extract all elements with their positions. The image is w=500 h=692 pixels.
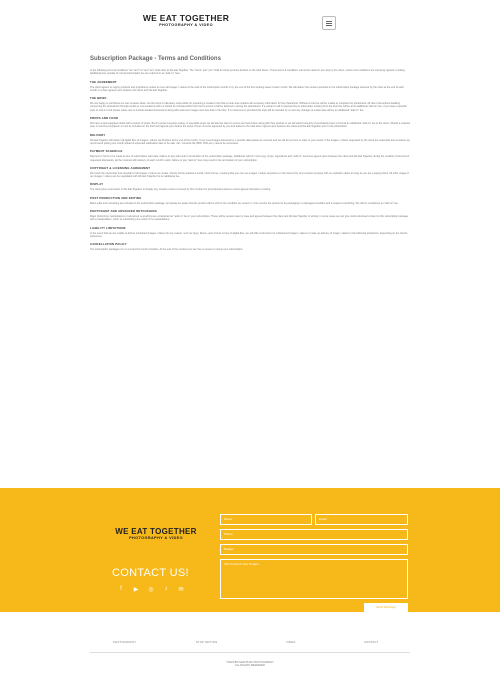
copyright-line-2: ALL RIGHTS RESERVED <box>235 664 265 668</box>
email-field[interactable]: Email <box>315 514 408 525</box>
section-heading: DISPLAY <box>90 182 104 187</box>
copyright-line-1: ©2023 BUTLER RUSC PHOTOGRAPHY <box>226 661 274 664</box>
section-text: In the following terms & conditions "we" and "us" and "our" shall refer to We Eat Together. The "client" and "you" shall be those persons defined on the brief above. These terms & conditions cannot be varied in any way by the client, unless such variations are expressly agreed in writing. Additional fees outside of normal subscription fee are referred to as "add on" fees. <box>90 69 406 76</box>
footer-logo[interactable] <box>112 527 200 541</box>
section-heading: PHOTOSHOP AND ADVANCED RETOUCHING <box>90 209 157 214</box>
message-field[interactable]: Tell Us About Your Project... <box>220 559 408 599</box>
terms-content <box>90 56 410 255</box>
section-heading: THE AGREEMENT <box>90 79 117 84</box>
footer-nav-stop-motion[interactable]: STOP MOTION <box>196 641 218 644</box>
terms-sections <box>90 69 410 252</box>
youtube-icon[interactable]: ▶ <box>133 587 139 593</box>
section-text: The client agrees to supply products and props/items suited to cover all images / videos at the start of the subscription month or by the end of the first working week of each month. We will deliver the content specified in the subscription package selected by the client at the end of each month or a date agreed upon between the client and We Eat Together. <box>90 85 405 92</box>
facebook-icon[interactable]: f <box>120 586 122 592</box>
footer-divider <box>90 652 410 653</box>
section-heading: DELIVERY <box>90 132 106 137</box>
section-heading: PROPS AND FOOD <box>90 116 119 121</box>
social-links <box>118 586 184 593</box>
send-message-button[interactable]: Send Message <box>364 603 408 612</box>
section-text: We have a well equipped studio with a variety of props. But if a project requires variety or specialist props we will ask the client to source and send them along with their product or we will submit receipts of purchased props or food at an additional "add on" fee to the client. Should a required prop or food be purchased, it must be included on the brief and agreed upon before the shoot. Prices must be approved by you and added to the total when signed upon between the client and We Eat Together prior to the photoshoot. <box>90 122 410 129</box>
tiktok-icon[interactable]: ♪ <box>164 586 168 592</box>
hamburger-menu-icon[interactable] <box>322 16 336 30</box>
section-heading: THE BRIEF <box>90 96 107 101</box>
logo-sub-text: PHOTOGRAPHY & VIDEO <box>159 23 213 27</box>
logo-main-text: WE EAT TOGETHER <box>142 13 230 23</box>
footer-logo-main-text: WE EAT TOGETHER <box>115 527 197 536</box>
section-text: Major photoshop manipulations or advanced re-touching are considered an "add on" fee in your subscription. These will be quoted case by case and agreed between the client and We Eat Together in writing. In some cases we can give multi-colourised content to this subscription package with a manipulation. (such as substituting one colour for a manipulation) <box>90 215 409 222</box>
section-text: We retain the ownership and copyright of all images / videos we create. Clients will be granted a social / web license, meaning that you can use images / videos anywhere on the internet for any business purpose with no expiration dates as long as you are a paying client. All other usage of our images / videos can be negotiated with We Eat Together for an additional fee. <box>90 171 409 179</box>
footer-nav-contact[interactable]: CONTACT <box>364 641 379 644</box>
site-header <box>0 0 500 45</box>
section-text: We Eat Together will deliver all digital files of images / videos via Dropbox at the end of the month. If you need images delivered by a specific date please let us know and we will do our best to cater to your needs. If the images / videos requested by the client are especially time sensitive we recommend putting one month ahead of expected publication date to be safe. Zip / contents file (PDF, PNG etc.) cannot be processed. <box>90 138 410 145</box>
budget-field[interactable]: Budget <box>220 544 408 555</box>
contact-title: CONTACT US! <box>112 567 189 579</box>
section-heading: POST PRODUCTION AND EDITING <box>90 195 142 200</box>
section-text: The client gives permission to We Eat Together to display any creative content covered by this contract for promotional purposes unless agreed otherwise in writing. <box>90 188 271 192</box>
page-title: Subscription Package - Terms and Conditions <box>90 56 221 62</box>
instagram-icon[interactable]: ◎ <box>148 587 154 593</box>
section-text: Payment in full is to be made at time of subscription start date. Failure to pay will result in termination of the subscription package. Additional "add on" items (eg. props, ingredients and "add on" services) agreed upon between the client and We Eat Together during the creation of the brief or requested afterwards, will be invoiced with delivery of each month's work. Failure to pay "add on" fees may result in the termination of your subscription. <box>90 155 410 162</box>
section-text: Basic edits and retouching are included in the subscription package, but please be aware that the product will be shot in the condition we receive it. If we receive the product to be packaging in a damaged condition and it requires retouching, this will be considered an "add on" fee. <box>90 201 399 205</box>
footer-nav-photography[interactable]: PHOTOGRAPHY <box>113 641 137 644</box>
section-heading: COPYRIGHT & LICENSING AGREEMENT <box>90 165 151 170</box>
name-field[interactable]: Name <box>220 514 312 525</box>
site-logo[interactable] <box>140 14 232 28</box>
footer-nav-video[interactable]: VIDEO <box>286 641 296 644</box>
email-icon[interactable]: ✉ <box>178 587 184 593</box>
phone-field[interactable]: Phone <box>220 529 408 540</box>
section-text: Our subscription packages run on a 3 and 12 month contracts. At the end of the contract you are free to renew or cancel your subscription. <box>90 248 244 252</box>
section-heading: PAYMENT SCHEDULE <box>90 149 123 154</box>
copyright <box>0 661 500 668</box>
section-heading: LIABILITY LIMITATIONS <box>90 225 126 230</box>
section-text: We are happy to contribute our own creative ideas, but the client is ultimately responsible for preparing a creative brief that is clear and contains all necessary information for the photoshoot. Without a brief we will be unable to complete the photoshoot. All client instructions detailing concerning the photoshoot through emails or conversations with us should be included within the brief to ensure it will be factored in during the photoshoot. If a verbal or call is required due to information missing from the brief this will be at an additional "add on" fee. If you have a specific style or look in mind please make sure to include detailed instructions along with reference images and note that in the brief. If no reference is provided this style will be decided by us and any changes at a later date will be an additional "add on" fee. <box>90 102 407 112</box>
section-heading: CANCELLATION POLICY <box>90 242 127 247</box>
section-text: In the event that we are unable to deliver scheduled images / videos for any reason, such as injury, illness, acts of God or loss of digital files, we will offer a full refund of undelivered images / videos or make up delivery of image / videos in the following production, depending on the client's preference. <box>90 231 408 238</box>
footer-logo-sub-text: PHOTOGRAPHY & VIDEO <box>129 536 183 540</box>
